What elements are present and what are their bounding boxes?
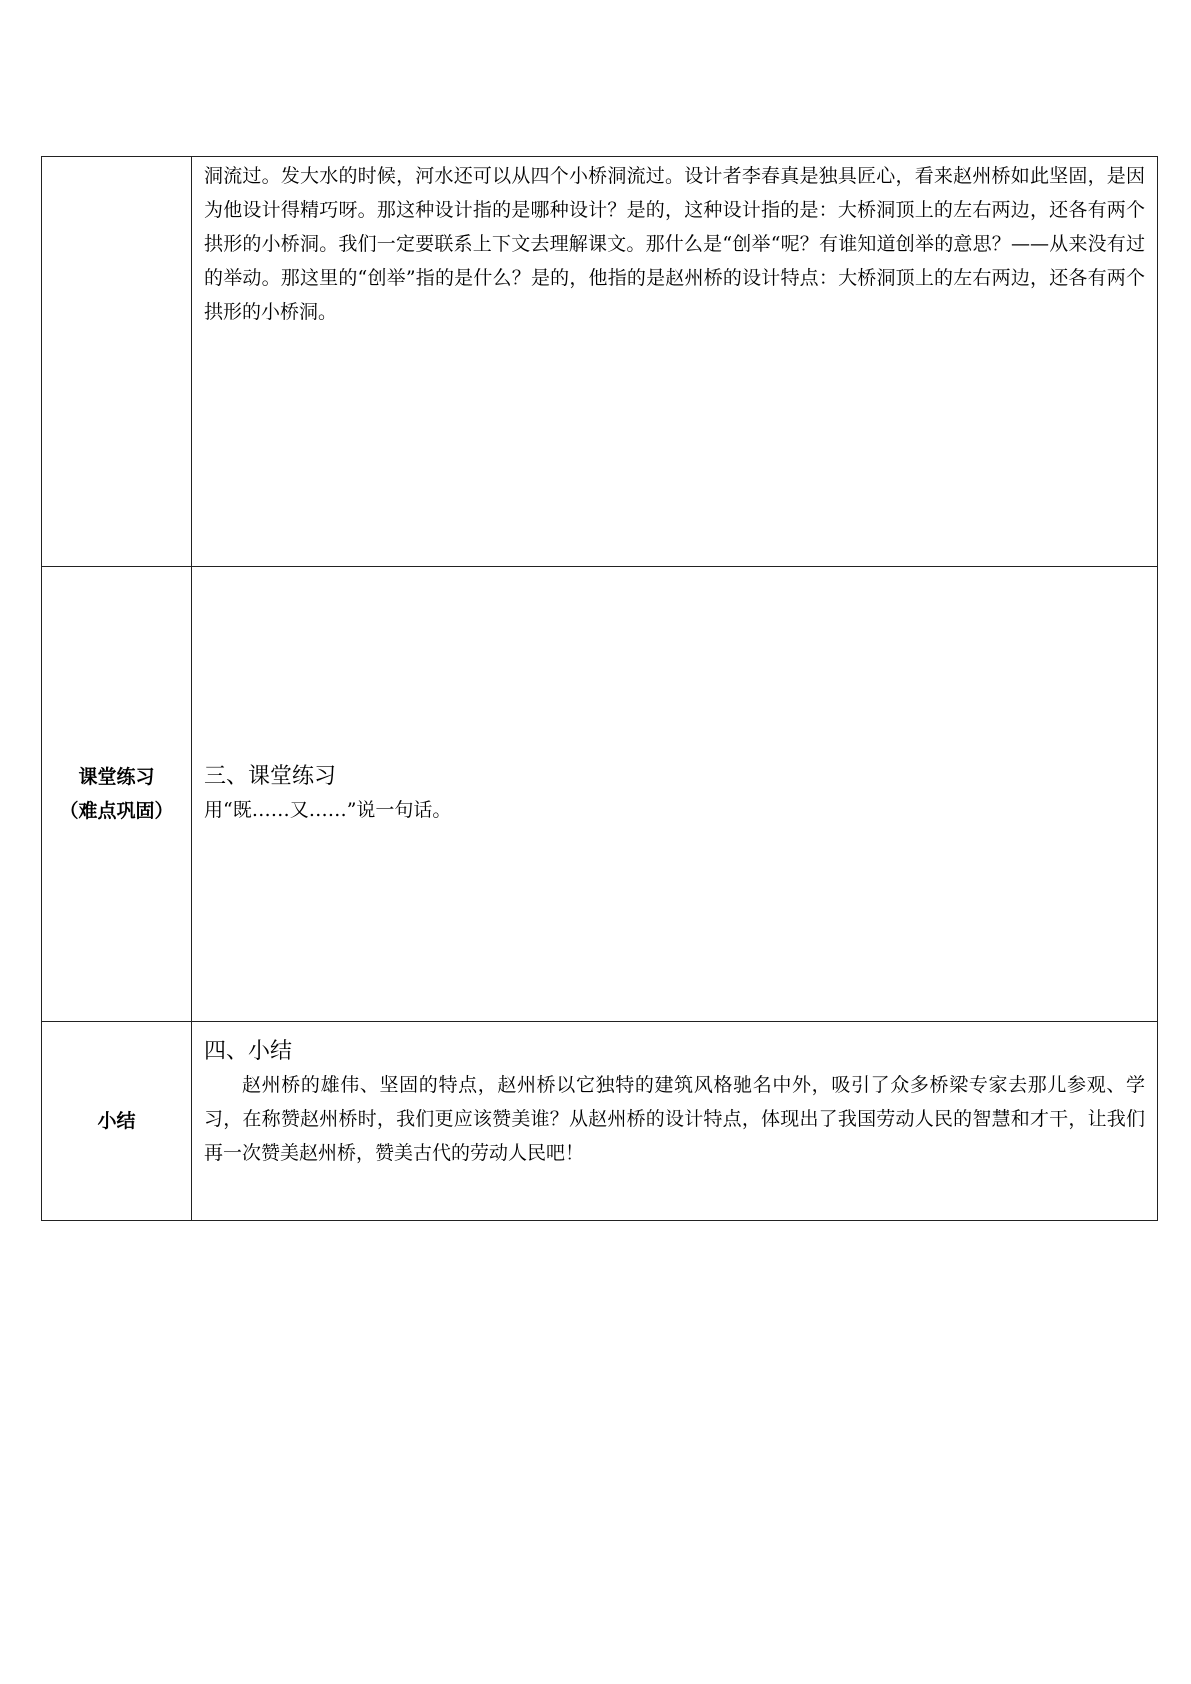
- practice-body: 用“既……又……”说一句话。: [204, 799, 452, 821]
- summary-body: 赵州桥的雄伟、坚固的特点，赵州桥以它独特的建筑风格驰名中外，吸引了众多桥梁专家去那儿参观、学习，在称赞赵州桥时，我们更应该赞美谁？从赵州桥的设计特点，体现出了我国劳动人民的智慧和才干，让我们再一次赞美赵州桥，赞美古代的劳动人民吧！: [204, 1074, 1145, 1164]
- table-row-practice: [42, 567, 1158, 1022]
- row-label-cell: [42, 567, 192, 1022]
- table-row-discussion: [42, 157, 1158, 567]
- practice-label-line1: 课堂练习: [78, 766, 155, 788]
- practice-heading: 三、课堂练习: [204, 764, 337, 789]
- row-content-cell: [192, 1022, 1158, 1221]
- row-label-cell: [42, 157, 192, 567]
- practice-label: [42, 760, 191, 828]
- row-label-cell: [42, 1022, 192, 1221]
- summary-heading: 四、小结: [204, 1039, 293, 1064]
- discussion-paragraph: 洞流过。发大水的时候，河水还可以从四个小桥洞流过。设计者李春真是独具匠心，看来赵州桥如此坚固，是因为他设计得精巧呀。那这种设计指的是哪种设计？是的，这种设计指的是：大桥洞顶上的左右两边，还各有两个拱形的小桥洞。我们一定要联系上下文去理解课文。那什么是“创举“呢？有谁知道创举的意思？——从来没有过的举动。那这里的“创举”指的是什么？是的，他指的是赵州桥的设计特点：大桥洞顶上的左右两边，还各有两个拱形的小桥洞。: [204, 165, 1145, 323]
- row-content-cell: [192, 567, 1158, 1022]
- table-row-summary: [42, 1022, 1158, 1221]
- summary-label: 小结: [97, 1110, 136, 1132]
- lesson-plan-table: [41, 156, 1158, 1221]
- practice-label-line2: （难点巩固）: [59, 800, 174, 822]
- row-content-cell: [192, 157, 1158, 567]
